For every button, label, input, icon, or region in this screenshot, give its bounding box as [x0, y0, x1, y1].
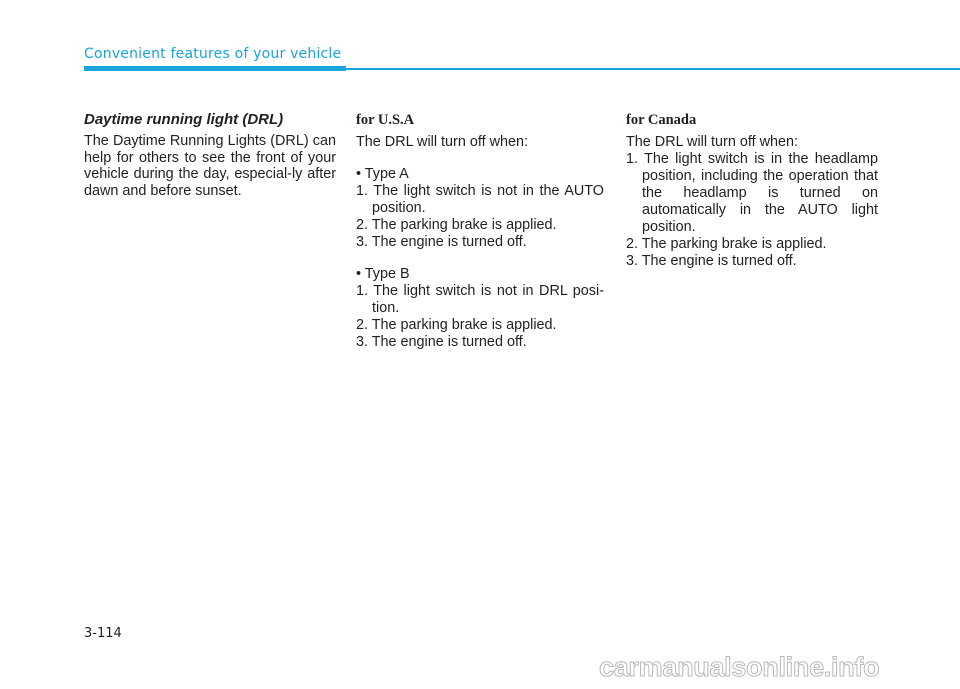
type-b-label: • Type B — [356, 266, 410, 282]
column-usa — [356, 110, 604, 351]
canada-intro: The DRL will turn off when: — [626, 134, 798, 150]
list-item: 3. The engine is turned off. — [356, 234, 527, 250]
list-item: 1. The light switch is not in the AUTO position. — [356, 183, 604, 216]
type-a-label: • Type A — [356, 166, 409, 182]
watermark-text: carmanualsonline.info — [599, 652, 880, 682]
header-rule-thin — [346, 68, 960, 70]
list-item: 2. The parking brake is applied. — [356, 217, 557, 233]
header-rule-thick — [84, 66, 346, 71]
drl-description: The Daytime Running Lights (DRL) can help for others to see the front of your vehicle during the day, especial-ly after dawn and before sunset. — [84, 133, 336, 199]
column-canada — [626, 110, 878, 270]
list-item: 1. The light switch is in the headlamp position, including the operation that the headlamp is turned on automatically in the AUTO light position. — [626, 151, 878, 235]
list-item: 2. The parking brake is applied. — [626, 236, 827, 252]
column-drl-intro — [84, 110, 336, 199]
drl-heading: Daytime running light (DRL) — [84, 111, 284, 128]
list-item: 2. The parking brake is applied. — [356, 317, 557, 333]
list-item: 3. The engine is turned off. — [626, 253, 797, 269]
section-header: Convenient features of your vehicle — [84, 46, 342, 62]
list-item: 1. The light switch is not in DRL posi-tion. — [356, 283, 604, 316]
usa-intro: The DRL will turn off when: — [356, 134, 528, 150]
usa-heading: for U.S.A — [356, 112, 415, 128]
canada-heading: for Canada — [626, 112, 697, 128]
list-item: 3. The engine is turned off. — [356, 334, 527, 350]
page-number: 3-114 — [84, 626, 122, 641]
